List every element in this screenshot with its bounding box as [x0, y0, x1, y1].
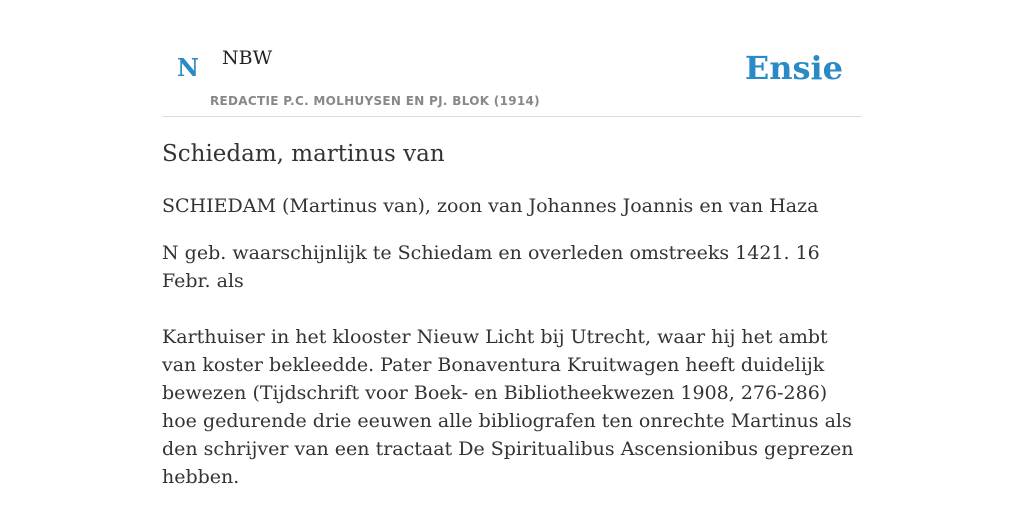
- source-subtitle: REDACTIE P.C. MOLHUYSEN EN PJ. BLOK (1914): [210, 94, 540, 108]
- article-title: Schiedam, martinus van: [162, 141, 445, 167]
- article-paragraph: Karthuiser in het klooster Nieuw Licht bij Utrecht, waar hij het ambt van koster bekleedde. Pater Bonaventura Kruitwagen heeft duidelijk bewezen (Tijdschrift voor Boek- en Bibliotheekwezen 1908, 276-286) hoe gedurende drie eeuwen alle bibliografen ten onrechte Martinus als den schrijver van een tractaat De Spiritualibus Ascensionibus geprezen hebben.: [162, 326, 854, 488]
- article-paragraph: N geb. waarschijnlijk te Schiedam en overleden omstreeks 1421. 16 Febr. als: [162, 242, 820, 292]
- brand-logo[interactable]: Ensie: [744, 49, 843, 87]
- article-body: [162, 136, 862, 491]
- source-header: [162, 0, 862, 117]
- article-paragraph: SCHIEDAM (Martinus van), zoon van Johannes Joannis en van Haza: [162, 195, 819, 217]
- source-title[interactable]: NBW: [222, 47, 273, 69]
- source-logo[interactable]: N: [177, 53, 199, 82]
